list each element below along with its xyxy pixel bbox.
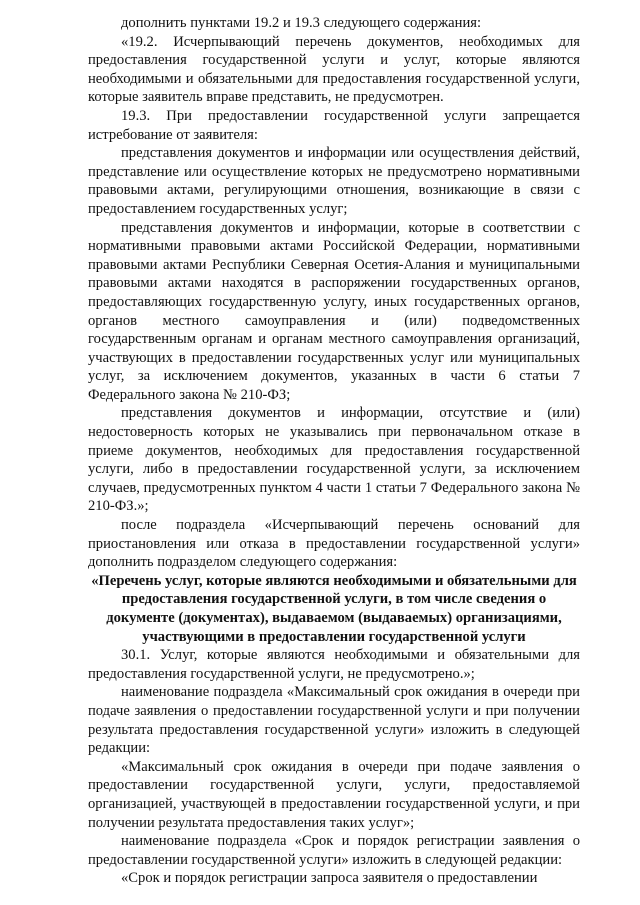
paragraph-19-3: 19.3. При предоставлении государственной услуги запрещается истребование от заявителя: <box>88 107 580 143</box>
paragraph-item-1: представления документов и информации или осуществления действий, представление или осуществление которых не предусмотрено нормативными правовыми актами, регулирующими отношения, возникающие в связи с предоставлением государственных услуг; <box>88 145 580 217</box>
document-page <box>88 14 580 888</box>
paragraph-30-1: 30.1. Услуг, которые являются необходимыми и обязательными для предоставления государственной услуги, не предусмотрено.»; <box>88 647 580 682</box>
paragraph-subsection-name-1: наименование подраздела «Максимальный срок ожидания в очереди при подаче заявления о предоставлении государственной услуги и при получении результата предоставления государственной услуги» изложить в следующей редакции: <box>88 684 580 757</box>
paragraph-item-2: представления документов и информации, которые в соответствии с нормативными правовыми актами Российской Федерации, нормативными правовыми актами Республики Северная Осетия-Алания и муниципальными правовыми актами находятся в распоряжении государственных органов, предоставляющих государственную услугу, иных государственных органов, органов местного самоуправления и (или) подведомственных государственным органам и органам местного самоуправления организаций, участвующих в предоставлении государственных услуг или муниципальных услуг, за исключением документов, указанных в части 6 статьи 7 Федерального закона № 210-ФЗ; <box>88 219 580 403</box>
section-heading: «Перечень услуг, которые являются необходимыми и обязательными для предоставления государственной услуги, в том числе сведения о документе (документах), выдаваемом (выдаваемых) организациями, участвующими в предоставлении государственной услуги <box>91 572 577 645</box>
paragraph-after-subsection: после подраздела «Исчерпывающий перечень оснований для приостановления или отказа в предоставлении государственной услуги» дополнить подразделом следующего содержания: <box>88 517 580 571</box>
paragraph-intro: дополнить пунктами 19.2 и 19.3 следующего содержания: <box>121 15 482 31</box>
paragraph-subsection-name-2: наименование подраздела «Срок и порядок регистрации заявления о предоставлении государственной услуги» изложить в следующей редакции: <box>88 833 580 868</box>
paragraph-quote-2: «Срок и порядок регистрации запроса заявителя о предоставлении <box>121 870 538 887</box>
paragraph-19-2: «19.2. Исчерпывающий перечень документов, необходимых для предоставления государственной услуги и услуг, которые являются необходимыми и обязательными для предоставления государственной услуги, которые заявитель вправе представить, не предусмотрен. <box>88 33 580 106</box>
paragraph-item-3: представления документов и информации, отсутствие и (или) недостоверность которых не указывались при первоначальном отказе в приеме документов, необходимых для предоставления государственной услуги, либо в предоставлении государственной услуги, за исключением случаев, предусмотренных пунктом 4 части 1 статьи 7 Федерального закона № 210-ФЗ.»; <box>88 405 580 515</box>
paragraph-quote-1: «Максимальный срок ожидания в очереди при подаче заявления о предоставлении государственной услуги, услуги, предоставляемой организацией, участвующей в предоставлении государственной услуги, и при получении результата предоставления таких услуг»; <box>88 758 580 831</box>
